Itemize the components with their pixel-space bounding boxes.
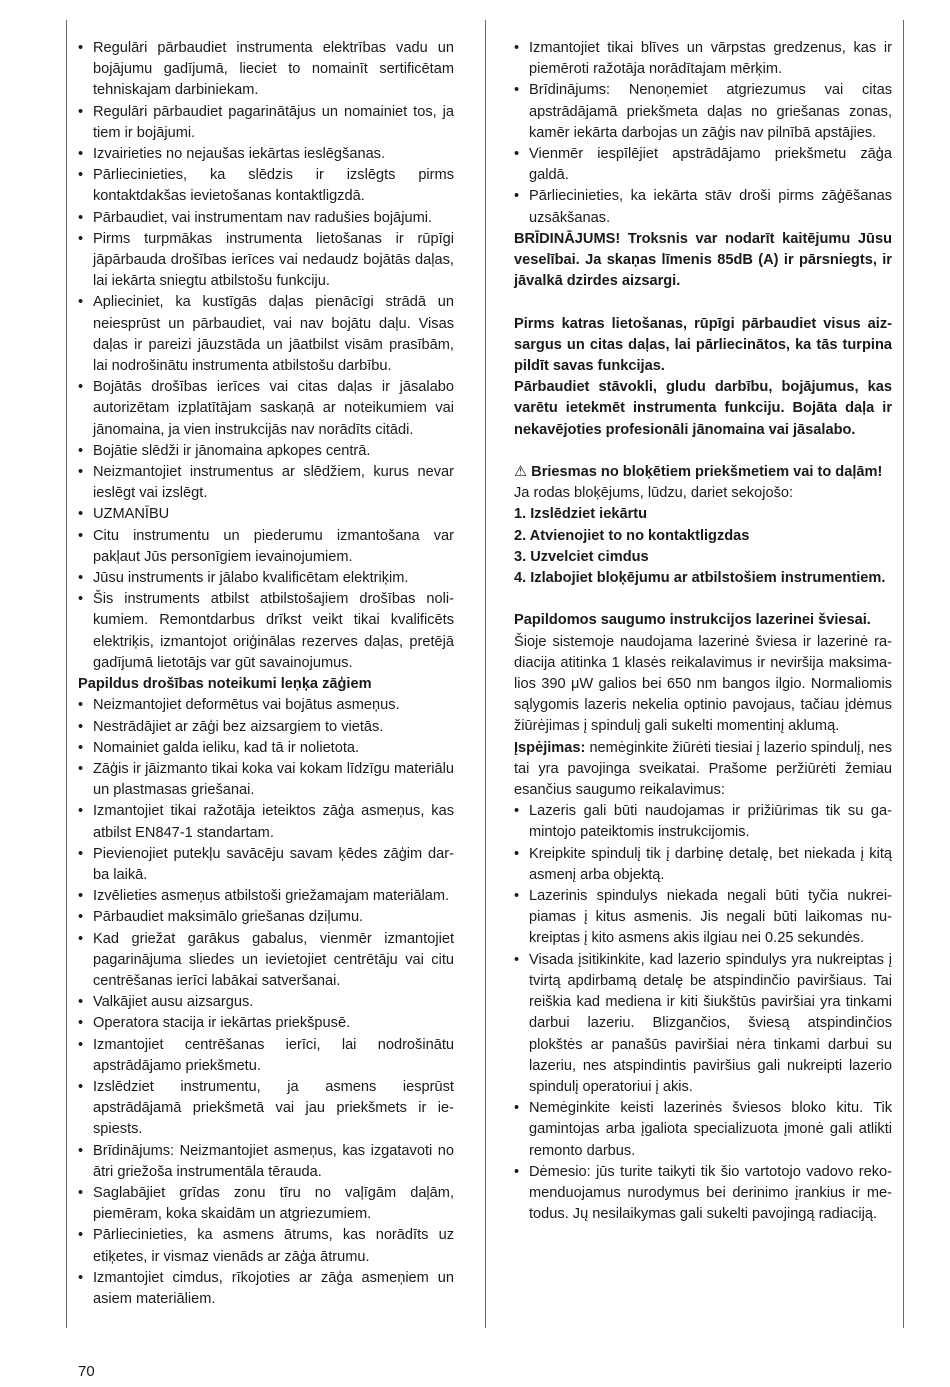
list-item: • Nemėginkite keisti lazerinės šviesos bloko kitu. Tik gamintojas arba įgaliota specializuota įmonė gali atlikti remonto darbus.: [514, 1098, 892, 1162]
list-item: • Brīdinājums: Neizmantojiet asmeņus, kas izgatavoti no ātri griežoša instrumentāla tērauda.: [78, 1141, 454, 1183]
list-item: • Pārliecinieties, ka asmens ātrums, kas norādīts uz etiķetes, ir vismaz vienāds ar zāģa ātrumu.: [78, 1225, 454, 1267]
list-item: • Pārliecinieties, ka iekārta stāv droši pirms zāģēšanas uzsākšanas.: [514, 186, 892, 228]
list-item: • Izmantojiet tikai ražotāja ieteiktos zāģa asmeņus, kas atbilst EN847-1 standartam.: [78, 801, 454, 843]
list-item: • Zāģis ir jāizmanto tikai koka vai kokam līdzīgu materiālu un plastmasas griešanai.: [78, 759, 454, 801]
list-item: • Saglabājiet grīdas zonu tīru no vaļīgām daļām, piemēram, koka skaidām un atgriezumiem.: [78, 1183, 454, 1225]
danger-step: 3. Uzvelciet cimdus: [514, 548, 649, 565]
list-item: • Citu instrumentu un piederumu izmantošana var pakļaut Jūs personīgiem ievainojumiem.: [78, 526, 454, 568]
list-item: • Bojātie slēdži ir jānomaina apkopes centrā.: [78, 441, 454, 462]
list-item: • Izvairieties no nejaušas iekārtas ieslēgšanas.: [78, 144, 454, 165]
right-column: [514, 38, 892, 1225]
danger-step: 2. Atvienojiet to no kontaktligzdas: [514, 527, 750, 544]
right-margin-rule: [903, 20, 904, 1328]
column-divider-rule: [485, 20, 486, 1328]
miter-saw-heading: Papildus drošības noteikumi leņķa zāģiem: [78, 676, 372, 693]
danger-heading-text: Briesmas no bloķētiem priekšmetiem vai to daļām!: [531, 464, 883, 481]
spacer: [514, 292, 892, 313]
danger-step: 4. Izlabojiet bloķējumu ar atbilstošiem instrumentiem.: [514, 570, 886, 587]
list-item: • Vienmēr iespīlējiet apstrādājamo priekšmetu zāģa galdā.: [514, 144, 892, 186]
laser-intro: Šioje sistemoje naudojama lazerinė šviesa ir lazerinė radiacija atitinka 1 klasės reikalavimus ir neviršija maksimalios 390 μW galios bei 650 nm bangos ilgio. Normaliomis sąlygomis lazeris nekelia optinio pavojaus, tačiau įdėmus žiūrėjimas į spindulį gali sukelti momentinį aklumą.: [514, 633, 892, 735]
list-item: • Jūsu instruments ir jālabo kvalificētam elektriķim.: [78, 568, 454, 589]
list-item: • Neizmantojiet deformētus vai bojātus asmeņus.: [78, 695, 454, 716]
list-item: • Valkājiet ausu aizsargus.: [78, 992, 454, 1013]
danger-intro: Ja rodas bloķējums, lūdzu, dariet sekojošo:: [514, 485, 794, 502]
laser-heading: Papildomos saugumo instrukcijos lazerinei šviesai.: [514, 612, 871, 629]
list-item: • Pārliecinieties, ka slēdzis ir izslēgts pirms kontaktdakšas ievietošanas kontaktligzdā.: [78, 165, 454, 207]
list-item: • Bojātās drošības ierīces vai citas daļas ir jāsalabo autorizētam izplatītājam saskaņā ar noteikumiem vai jānomaina, ja vien instrukcijās nav norādīts citādi.: [78, 377, 454, 441]
list-item: • Lazerinis spindulys niekada negali būti tyčia nukreipiamas į kitus asmenis. Jis negali būti laikomas nukreiptas į kito asmens akis ilgiau nei 0.25 sekundės.: [514, 886, 892, 950]
list-item: • Nestrādājiet ar zāģi bez aizsargiem to vietās.: [78, 717, 454, 738]
list-item: • Pārbaudiet maksimālo griešanas dziļumu.: [78, 907, 454, 928]
list-item: • Visada įsitikinkite, kad lazerio spindulys yra nukreiptas į tvirtą apdirbamą detalę be atspindinčio paviršiaus. Tai reiškia kad mediena ir kiti šiukštūs paviršiai yra tinkami darbui lazeriu. Blizgančios, šviesą atspindinčios plokštės ar panašūs paviršiai nėra tinkami darbui su lazeriu, nes atspindintis paviršius gali nukreipti lazerio spindulį operatoriui į akis.: [514, 950, 892, 1098]
list-item: • Izmantojiet centrēšanas ierīci, lai nodrošinātu apstrādājamo priekšmetu.: [78, 1035, 454, 1077]
spacer: [514, 589, 892, 610]
list-item: • Izvēlieties asmeņus atbilstoši griežamajam materiālam.: [78, 886, 454, 907]
saw-operation-list: [514, 38, 892, 229]
list-item: • Lazeris gali būti naudojamas ir prižiūrimas tik su gamintojo pateiktomis instrukcijomis.: [514, 801, 892, 843]
list-item: • Regulāri pārbaudiet pagarinātājus un nomainiet tos, ja tiem ir bojājumi.: [78, 102, 454, 144]
list-item: • Regulāri pārbaudiet instrumenta elektrības vadu un bojājumu gadījumā, lieciet to nomainīt sertificētam tehniskajam darbiniekam.: [78, 38, 454, 102]
danger-step: 1. Izslēdziet iekārtu: [514, 506, 648, 523]
list-item: • Operatora stacija ir iekārtas priekšpusē.: [78, 1013, 454, 1034]
left-margin-rule: [66, 20, 67, 1328]
left-column: [78, 38, 454, 1310]
laser-warning: [514, 738, 892, 802]
list-item: • Kreipkite spindulį tik į darbinę detalę, bet niekada į kitą asmenį arba objektą.: [514, 844, 892, 886]
list-item: • Nomainiet galda ieliku, kad tā ir nolietota.: [78, 738, 454, 759]
list-item: • Šis instruments atbilst atbilstošajiem drošības nolikumiem. Remontdarbus drīkst veikt tikai kvalificēts elektriķis, izmantojot oriģinālas rezerves daļas, pretējā gadījumā lietotājs var gūt savainojumus.: [78, 589, 454, 674]
list-item: • Izslēdziet instrumentu, ja asmens iesprūst apstrādājamā priekšmetā vai jau priekšmets ir iespiests.: [78, 1077, 454, 1141]
miter-saw-safety-list: [78, 695, 454, 1310]
list-item: • Pievienojiet putekļu savācēju savam ķēdes zāģim darba laikā.: [78, 844, 454, 886]
warning-triangle-icon: ⚠: [514, 464, 528, 481]
page-number: 70: [78, 1363, 95, 1380]
list-item: • Pārbaudiet, vai instrumentam nav radušies bojājumi.: [78, 208, 454, 229]
list-item: • UZMANĪBU: [78, 504, 454, 525]
list-item: • Kad griežat garākus gabalus, vienmēr izmantojiet pagarinājuma sliedes un ievietojiet centrētāju vai citu centrēšanas ierīci labākai satveršanai.: [78, 929, 454, 993]
spacer: [514, 441, 892, 462]
list-item: • Neizmantojiet instrumentus ar slēdžiem, kurus nevar ieslēgt vai izslēgt.: [78, 462, 454, 504]
list-item: • Pirms turpmākas instrumenta lietošanas ir rūpīgi jāpārbauda drošības ierīces vai nedaudz bojātās daļas, lai iekārta sniegtu atbilstošu funkciju.: [78, 229, 454, 293]
danger-heading: [514, 462, 892, 483]
inspection-text-2: Pārbaudiet stāvokli, gludu darbību, bojājumus, kas varētu ietekmēt instrumenta funkciju. Bojāta daļa ir nekavējoties profesionāli jānomaina vai jāsalabo.: [514, 379, 892, 438]
laser-warning-text: nemėginkite žiūrėti tiesiai į lazerio spindulį, nes tai yra pavojinga sveikatai. Prašome peržiūrėti žemiau esančius saugumo reikalavimus:: [514, 739, 893, 799]
list-item: • Brīdinājums: Nenoņemiet atgriezumus vai citas apstrādājamā priekšmeta daļas no griešanas zonas, kamēr iekārta darbojas un zāģis nav pilnībā apstājies.: [514, 80, 892, 144]
list-item: • Aplieciniet, ka kustīgās daļas pienācīgi strādā un neiesprūst un pārbaudiet, vai nav bojātu daļu. Visas daļas ir pareizi jāuzstāda un jāatbilst visām prasībām, lai nodrošinātu instrumenta atbilstošu darbību.: [78, 292, 454, 377]
laser-warning-label: Įspėjimas:: [514, 739, 586, 756]
list-item: • Izmantojiet tikai blīves un vārpstas gredzenus, kas ir piemēroti ražotāja norādītajam mērķim.: [514, 38, 892, 80]
inspection-text: Pirms katras lietošanas, rūpīgi pārbaudiet visus aizsargus un citas daļas, lai pārliecinātos, ka tās turpina pildīt savas funkcijas.: [514, 315, 892, 375]
noise-warning: BRĪDINĀJUMS! Troksnis var nodarīt kaitējumu Jūsu veselībai. Ja skaņas līmenis 85dB (A) ir pārsniegts, ir jāvalkā dzirdes aizsargi.: [514, 230, 892, 290]
list-item: • Dėmesio: jūs turite taikyti tik šio vartotojo vadovo rekomenduojamus nurodymus bei derinimo įrankius ir metodus. Jų nesilaikymas gali sukelti pavojingą radiaciją.: [514, 1162, 892, 1226]
list-item: • Izmantojiet cimdus, rīkojoties ar zāģa asmeņiem un asiem materiāliem.: [78, 1268, 454, 1310]
general-safety-list: [78, 38, 454, 674]
laser-safety-list: [514, 801, 892, 1225]
